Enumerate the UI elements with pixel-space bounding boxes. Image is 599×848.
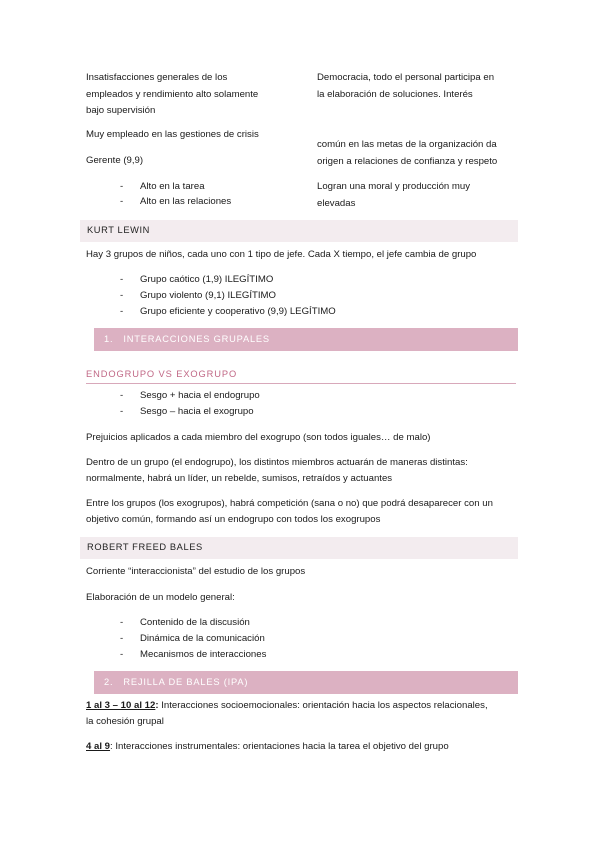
ipa-item-1: 1 al 3 – 10 al 12: Interacciones socioemocionales: orientación hacia los aspectos relacionales,	[86, 700, 488, 711]
bales-bullet: Dinámica de la comunicación	[140, 633, 265, 644]
kurt-bullet: Grupo eficiente y cooperativo (9,9) LEGÍTIMO	[140, 306, 336, 317]
heading-bar-kurt-lewin	[80, 220, 518, 242]
kurt-intro: Hay 3 grupos de niños, cada uno con 1 tipo de jefe. Cada X tiempo, el jefe cambia de grupo	[86, 249, 477, 260]
right-col-line: origen a relaciones de confianza y respeto	[317, 155, 498, 167]
right-column-text-1	[317, 70, 494, 103]
bullet-dash: -	[120, 306, 124, 317]
ipa-item-1-continuation: la cohesión grupal	[86, 716, 164, 727]
heading-bar-robert-freed-bales	[80, 537, 518, 559]
right-col-line: Logran una moral y producción muy	[317, 181, 471, 192]
paragraph: Prejuicios aplicados a cada miembro del exogrupo (son todos iguales… de malo)	[86, 432, 431, 443]
ipa-item-1-text: Interacciones socioemocionales: orientación hacia los aspectos relacionales,	[161, 700, 488, 711]
paragraph-line: normalmente, habrá un líder, un rebelde, sumisos, retraídos y actuantes	[86, 473, 393, 484]
section-bar-rejilla-de-bales	[94, 671, 518, 694]
subheading-endogrupo: ENDOGRUPO VS EXOGRUPO	[86, 369, 238, 379]
section-number: 1.	[104, 334, 114, 344]
bullet-dash: -	[120, 649, 124, 660]
bullet-dash: -	[120, 290, 124, 301]
heading-kurt-lewin: KURT LEWIN	[87, 225, 150, 235]
section-label: REJILLA DE BALES (IPA)	[123, 677, 249, 687]
bullet-dash: -	[120, 406, 124, 417]
ipa-item-1-key: 1 al 3 – 10 al 12	[86, 700, 156, 711]
subheading-underline	[86, 383, 516, 384]
bales-bullet: Contenido de la discusión	[140, 617, 250, 628]
gerente-label: Gerente (9,9)	[86, 155, 144, 166]
left-col-line: empleados y rendimiento alto solamente	[86, 88, 259, 100]
ipa-item-2: 4 al 9: Interacciones instrumentales: orientaciones hacia la tarea el objetivo del grupo	[86, 741, 449, 752]
bullet-dash: -	[120, 181, 124, 192]
left-col-line: bajo supervisión	[86, 105, 156, 116]
section-bar-interacciones-grupales	[94, 328, 518, 351]
right-col-line: común en las metas de la organización da	[317, 139, 497, 150]
gerente-bullet: Alto en la tarea	[140, 181, 205, 192]
bales-bullet: Mecanismos de interacciones	[140, 649, 267, 660]
right-col-line: elevadas	[317, 197, 356, 209]
bullet-dash: -	[120, 274, 124, 285]
left-extra-text: Muy empleado en las gestiones de crisis	[86, 129, 259, 140]
section-title	[104, 677, 248, 687]
bullet-dash: -	[120, 617, 124, 628]
endogrupo-bullet: Sesgo – hacia el exogrupo	[140, 406, 254, 417]
ipa-item-2-text: Interacciones instrumentales: orientaciones hacia la tarea el objetivo del grupo	[115, 741, 449, 752]
paragraph: Corriente “interaccionista” del estudio de los grupos	[86, 566, 306, 577]
section-number: 2.	[104, 677, 114, 687]
right-col-line: Democracia, todo el personal participa en	[317, 72, 495, 83]
right-col-line: la elaboración de soluciones. Interés	[317, 88, 473, 100]
section-title	[104, 334, 270, 344]
kurt-bullet: Grupo caótico (1,9) ILEGÍTIMO	[140, 274, 274, 285]
heading-robert-freed-bales: ROBERT FREED BALES	[87, 542, 203, 552]
gerente-bullet: Alto en las relaciones	[140, 196, 232, 207]
paragraph-line: Dentro de un grupo (el endogrupo), los distintos miembros actuarán de maneras distintas:	[86, 457, 468, 468]
bullet-dash: -	[120, 390, 124, 401]
right-column-text-3	[317, 179, 470, 212]
endogrupo-bullet: Sesgo + hacia el endogrupo	[140, 390, 260, 401]
right-column-text-2	[317, 137, 497, 170]
section-label: INTERACCIONES GRUPALES	[123, 334, 270, 344]
ipa-item-2-key: 4 al 9	[86, 741, 111, 752]
bullet-dash: -	[120, 633, 124, 644]
left-col-line: Insatisfacciones generales de los	[86, 72, 228, 83]
bullet-dash: -	[120, 196, 124, 207]
paragraph: Elaboración de un modelo general:	[86, 592, 235, 603]
paragraph-line: objetivo común, formando así un endogrupo con todos los exogrupos	[86, 514, 381, 525]
left-column-text	[86, 70, 258, 120]
paragraph-line: Entre los grupos (los exogrupos), habrá competición (sana o no) que podrá desaparecer con un	[86, 498, 493, 509]
kurt-bullet: Grupo violento (9,1) ILEGÍTIMO	[140, 290, 276, 301]
